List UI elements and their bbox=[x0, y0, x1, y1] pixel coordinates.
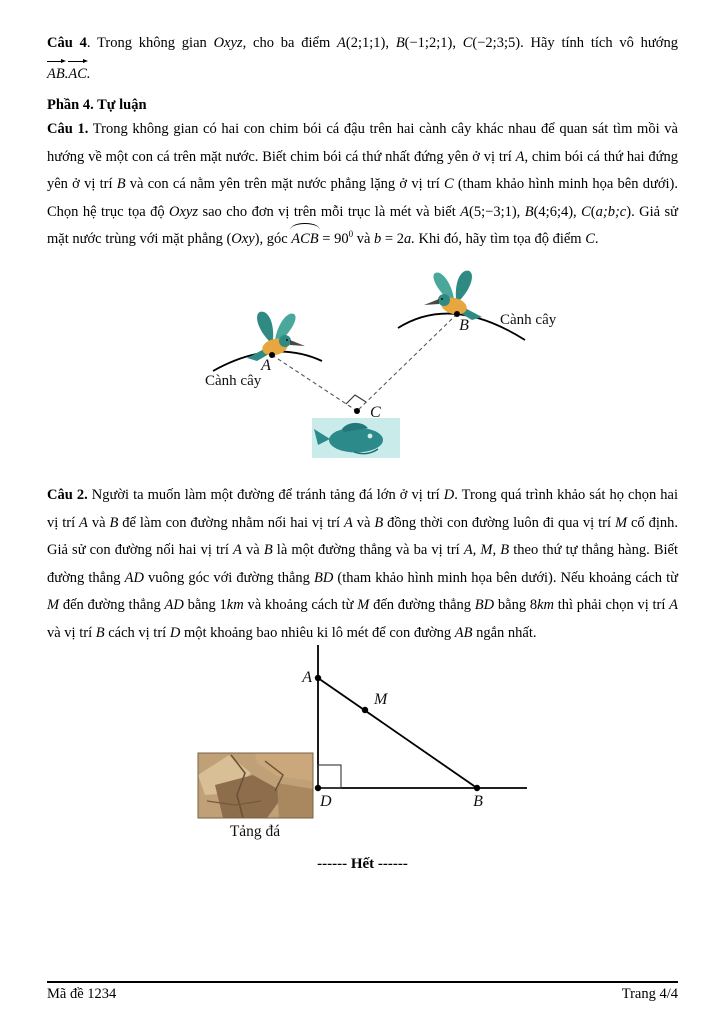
sight-line-a-c bbox=[272, 355, 357, 411]
point-c-label: C bbox=[370, 404, 381, 421]
point-a-dot bbox=[315, 675, 321, 681]
branch-right-label: Cành cây bbox=[500, 312, 557, 328]
point-c-dot bbox=[354, 408, 360, 414]
point-d-dot bbox=[315, 785, 321, 791]
rock-label: Tảng đá bbox=[229, 823, 281, 840]
rock-image bbox=[198, 753, 313, 818]
figure-birds-fish bbox=[180, 268, 560, 468]
point-m-dot bbox=[362, 707, 368, 713]
end-marker: ------ Hết ------ bbox=[317, 856, 408, 872]
fish-image bbox=[312, 418, 400, 458]
page-number: Trang 4/4 bbox=[621, 986, 678, 1002]
point-a-label: A bbox=[302, 669, 312, 686]
right-angle-mark-c bbox=[346, 395, 366, 404]
point-m-label: M bbox=[374, 691, 388, 708]
right-angle-mark-d bbox=[318, 765, 341, 788]
point-a-label: A bbox=[261, 357, 271, 374]
exam-code: Mã đề 1234 bbox=[47, 986, 117, 1002]
point-d-label: D bbox=[320, 793, 332, 810]
branch-left-label: Cành cây bbox=[205, 373, 262, 389]
point-b-label: B bbox=[473, 793, 483, 810]
kingfisher-right bbox=[424, 271, 482, 320]
point-b-dot bbox=[474, 785, 480, 791]
figure-road-rock bbox=[195, 643, 565, 848]
cau2-paragraph: Câu 2. Người ta muốn làm một đường để tránh tảng đá lớn ở vị trí D. Trong quá trình khảo sát họ chọn hai vị trí A và B để làm con đường nhằm nối hai vị trí A và B đồng thời con đường luôn đi qua vị trí M cố định. Giả sử con đường nối hai vị trí A và B là một đường thẳng và ba vị trí A, M, B theo thứ tự thẳng hàng. Biết đường thẳng AD vuông góc với đường thẳng BD (tham khảo hình minh họa bên dưới). Nếu khoảng cách từ M đến đường thẳng AD bằng 1km và khoảng cách từ M đến đường thẳng BD bằng 8km thì phải chọn vị trí A và vị trí B cách vị trí D một khoảng bao nhiêu ki lô mét để con đường AB ngắn nhất. bbox=[47, 487, 679, 641]
point-b-label: B bbox=[459, 317, 469, 334]
cau1-paragraph: Câu 1. Trong không gian có hai con chim bói cá đậu trên hai cành cây khác nhau để quan sát tìm mồi và hướng về một con cá trên mặt nước. Biết chim bói cá thứ nhất đứng yên ở vị trí A, chim bói cá thứ hai đứng yên ở vị trí B và con cá nằm yên trên mặt nước phẳng lặng ở vị trí C (tham khảo hình minh họa bên dưới). Chọn hệ trục tọa độ Oxyz sao cho đơn vị trên mỗi trục là mét và biết A(5;−3;1), B(4;6;4), C(a;b;c). Giả sử mặt nước trùng với mặt phẳng (Oxy), góc ACB = $90^0$ và b = 2a. Khi đó, hãy tìm tọa độ điểm C. bbox=[47, 116, 678, 254]
phan4-heading: Phần 4. Tự luận bbox=[47, 97, 147, 113]
sight-line-b-c bbox=[357, 314, 457, 411]
line-ab bbox=[318, 678, 477, 788]
cau4-vector-expression: AB.AC. bbox=[47, 61, 678, 89]
cau4-paragraph: Câu 4. Trong không gian Oxyz, cho ba điểm A(2;1;1), B(−1;2;1), C(−2;3;5). Hãy tính tích vô hướng bbox=[47, 35, 678, 51]
page-footer bbox=[47, 981, 678, 1003]
